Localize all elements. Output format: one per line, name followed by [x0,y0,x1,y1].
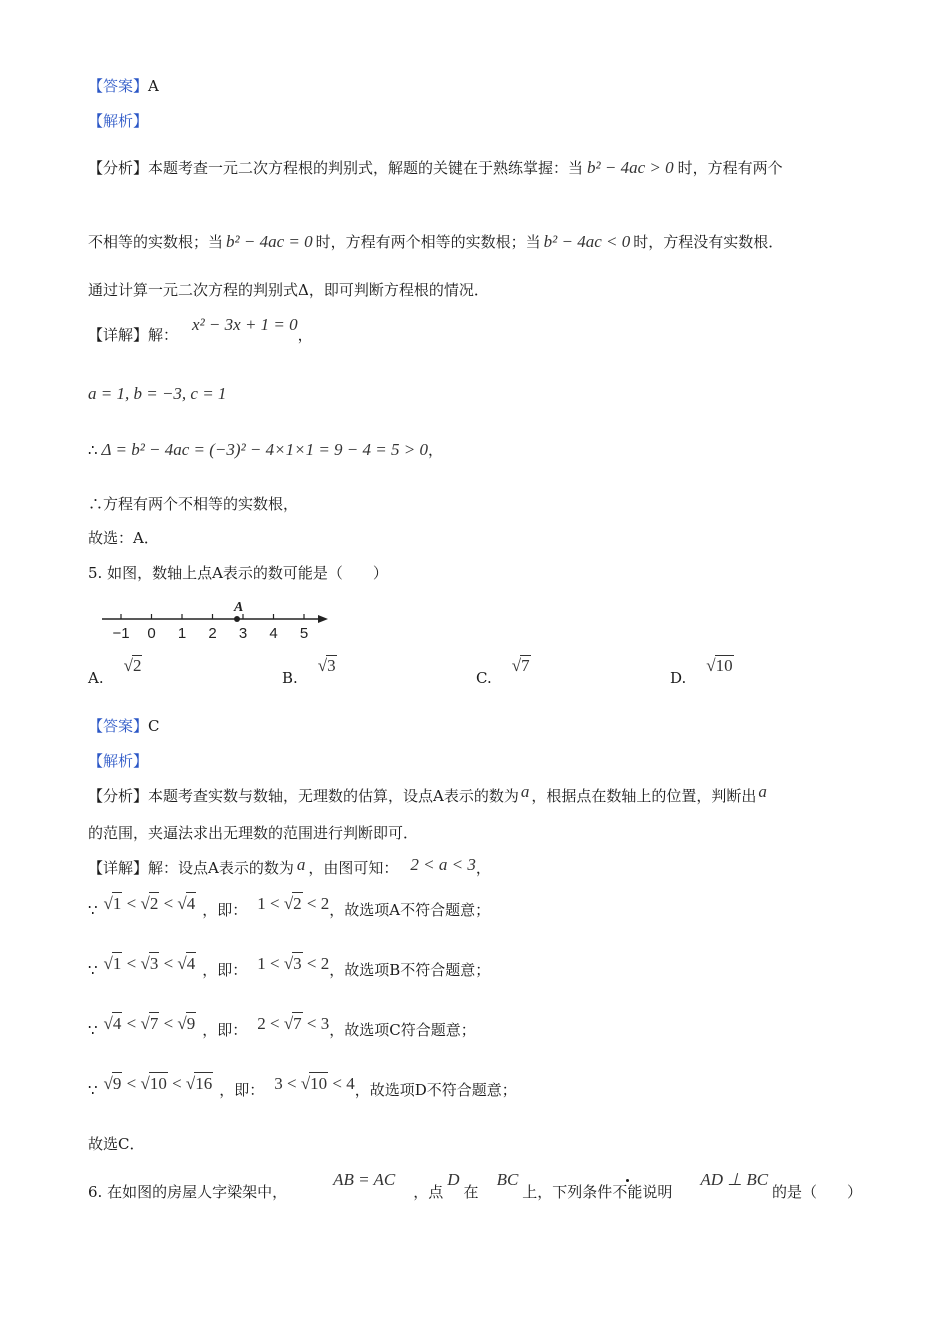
upper-bound: 2 [320,954,330,973]
chain-expr: √1 < √2 < √4 [103,894,196,913]
answer-line-2 [88,715,160,737]
fenxi-label: 【分析】 [88,159,149,177]
choose-2: 故选C． [88,1135,145,1153]
upper-bound: 3 [320,1014,330,1033]
sqrt-expr: √7 [511,656,530,675]
math-expr: b² − 4ac < 0 [543,232,631,251]
radicand: 4 [186,894,196,913]
because-symbol: ∵ [88,1021,98,1039]
option-d[interactable] [670,655,734,687]
inequality-row [88,1074,517,1101]
radicand: 4 [112,1014,122,1033]
fenxi-text: 本题考查一元二次方程根的判别式，解题的关键在于熟练掌握：当 [148,159,584,177]
sqrt-expr: √3 [317,656,336,675]
answer-label: 【答案】 [88,717,149,735]
axis-tick-label: 3 [238,625,248,642]
answer-line-1 [88,75,159,97]
radicand: 9 [186,1014,196,1033]
radicand: 7 [521,656,530,675]
xiangjie-text: 解： [148,326,179,344]
point-a [234,616,240,622]
analysis-heading-2: 【解析】 [88,752,149,770]
ji-text: ，即： [219,1081,265,1099]
answer-label: 【答案】 [88,77,149,95]
question-6-stem [88,1170,863,1203]
option-a[interactable] [88,655,142,687]
axis-tick-label: 2 [208,625,217,642]
radicand: 3 [327,656,336,675]
fenxi-line-3: 通过计算一元二次方程的判别式Δ，即可判断方程根的情况． [88,281,489,299]
radicand: 4 [186,954,196,973]
analysis-heading-1: 【解析】 [88,112,149,130]
radicand: 9 [112,1074,122,1093]
verdict: ，故选项C符合题意； [329,1021,476,1039]
punct: ， [475,859,491,877]
fenxi-text: 时，方程有两个 [677,159,783,177]
answer-value: C [148,717,160,735]
radicand: 3 [293,954,302,973]
radicand: 7 [293,1014,302,1033]
radicand: 3 [149,954,159,973]
q6-text: 在 [463,1183,479,1201]
option-letter: B. [282,669,298,687]
punct: ， [297,326,313,344]
because-symbol: ∵ [88,1081,98,1099]
delta-line [88,439,443,461]
upper-bound: 2 [320,894,330,913]
verdict: ，故选项D不符合题意； [354,1081,517,1099]
inequality-row [88,1014,476,1041]
bound-expr: 2 < √7 < 3 [257,1014,330,1033]
math-expr: b² − 4ac = 0 [226,232,313,251]
eq-ad-perp-bc: AD ⊥ BC [700,1170,769,1189]
axis-arrow [318,615,328,623]
math-expr: b² − 4ac > 0 [587,158,674,177]
upper-bound: 4 [346,1074,355,1093]
lower-bound: 1 [257,894,266,913]
fenxi-text: ，根据点在数轴上的位置，判断出 [531,787,757,805]
verdict: ，故选项A不符合题意； [329,901,491,919]
lower-bound: 1 [257,954,266,973]
inequality-row [88,954,491,981]
var-a: a [758,782,767,801]
ji-text: ，即： [202,961,248,979]
xiangjie-text: ，由图可知： [308,859,399,877]
xiangjie-line-1 [88,315,313,346]
ji-text: ，即： [202,1021,248,1039]
fenxi-text: 不相等的实数根；当 [88,233,224,251]
option-letter: D. [670,669,687,687]
emphasis-neg: 不能 [612,1183,643,1201]
answer-value: A [148,77,159,95]
axis-tick-label: 4 [269,625,278,642]
chain-expr: √9 < √10 < √16 [103,1074,213,1093]
equation: x² − 3x + 1 = 0 [192,315,298,334]
fenxi2-line-2: 的范围，夹逼法求出无理数的范围进行判断即可． [88,824,419,842]
option-c[interactable] [476,655,531,687]
radicand: 10 [149,1074,167,1093]
radicand: 1 [112,954,122,973]
xiangjie-text: 解：设点A表示的数为 [148,859,294,877]
radicand: 10 [310,1074,328,1093]
fenxi-line-1 [88,157,783,179]
radicand: 10 [715,656,733,675]
punct: ， [427,441,443,459]
bound-expr: 1 < √2 < 2 [257,894,330,913]
sqrt-expr: √10 [706,656,733,675]
axis-tick-label: −1 [112,625,130,642]
because-symbol: ∵ [88,901,98,919]
radicand: 2 [132,656,142,675]
coefficients: a = 1, b = −3, c = 1 [88,384,227,403]
bound-expr: 1 < √3 < 2 [257,954,330,973]
lower-bound: 2 [257,1014,266,1033]
axis-tick-label: 1 [177,625,187,642]
point-d: D [447,1170,460,1189]
axis-tick-label: 5 [299,625,309,642]
delta-expr: Δ = b² − 4ac = (−3)² − 4×1×1 = 9 − 4 = 5 > 0 [101,440,428,459]
var-a: a [520,782,530,801]
chain-expr: √1 < √3 < √4 [103,954,196,973]
fenxi2-line-1 [88,782,767,807]
choose-1: 故选：A． [88,529,159,547]
q6-text: 6. 在如图的房屋人字梁架中， [88,1183,288,1201]
option-letter: C. [476,669,492,687]
ji-text: ，即： [202,901,248,919]
q6-text: 的是（ ） [772,1183,863,1201]
q6-text: ，点 [413,1183,444,1201]
q6-text: 说明 [642,1183,673,1201]
option-letter: A. [88,669,104,687]
question-5-stem: 5. 如图，数轴上点A表示的数可能是（ ） [88,564,388,582]
verdict: ，故选项B不符合题意； [329,961,491,979]
sqrt-expr: √2 [123,656,142,675]
q6-text: 上，下列条件 [522,1183,613,1201]
radicand: 16 [195,1074,213,1093]
fenxi-text: 时，方程没有实数根． [633,233,784,251]
therefore-symbol: ∴ [88,441,98,459]
radicand: 2 [149,894,159,913]
conclusion: ∴方程有两个不相等的实数根， [88,495,299,513]
chain-expr: √4 < √7 < √9 [103,1014,196,1033]
fenxi-line-2 [88,231,783,253]
xiangjie-label: 【详解】 [88,326,149,344]
radicand: 1 [112,894,122,913]
xiangjie2-line-1 [88,857,491,879]
option-b[interactable] [282,655,337,687]
fenxi-label: 【分析】 [88,787,149,805]
range-expr: 2 < a < 3 [410,855,476,874]
number-line [96,596,336,644]
xiangjie-label: 【详解】 [88,859,149,877]
point-a-label: A [234,600,244,615]
inequality-row [88,894,491,921]
fenxi-text: 本题考查实数与数轴，无理数的估算，设点A表示的数为 [148,787,519,805]
eq-ab-ac: AB = AC [333,1170,396,1189]
axis-tick-label: 0 [147,625,156,642]
fenxi-text: 时，方程有两个相等的实数根；当 [315,233,541,251]
segment-bc: BC [496,1170,519,1189]
because-symbol: ∵ [88,961,98,979]
radicand: 7 [149,1014,159,1033]
var-a: a [296,855,306,874]
lower-bound: 3 [274,1074,283,1093]
bound-expr: 3 < √10 < 4 [274,1074,355,1093]
radicand: 2 [293,894,302,913]
